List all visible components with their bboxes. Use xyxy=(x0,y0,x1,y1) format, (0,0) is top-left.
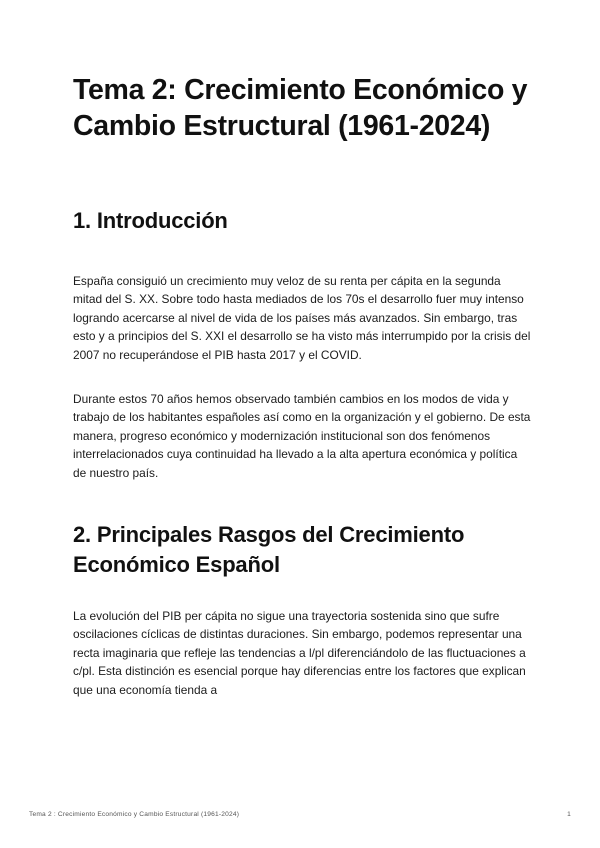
paragraph: España consiguió un crecimiento muy veloz de su renta per cápita en la segunda mitad del S. XX. Sobre todo hasta mediados de los 70s el desarrollo fuer muy intenso logrando acercarse al nivel de vida de los países más avanzados. Sin embargo, tras esto y a principios del S. XXI el desarrollo se ha visto más interrumpido por la crisis del 2007 no recuperándose el PIB hasta 2017 y el COVID. xyxy=(73,274,531,362)
page-footer xyxy=(29,811,571,823)
document-page xyxy=(73,72,533,699)
footer-page-number: 1 xyxy=(567,811,571,818)
document-title: Tema 2: Crecimiento Económico y Cambio Estructural (1961-2024) xyxy=(73,74,528,142)
section-heading-introduccion: 1. Introducción xyxy=(73,208,228,233)
paragraph: Durante estos 70 años hemos observado también cambios en los modos de vida y trabajo de los habitantes españoles así como en la organización y el gobierno. De esta manera, progreso económico y modernización institucional son dos fenómenos interrelacionados cuya continuidad ha llevado a la alta apertura económica y política de nuestro país. xyxy=(73,392,531,480)
paragraph: La evolución del PIB per cápita no sigue una trayectoria sostenida sino que sufre oscilaciones cíclicas de distintas duraciones. Sin embargo, podemos representar una recta imaginaria que refleje las tendencias a l/pl diferenciándolo de las fluctuaciones a c/pl. Esta distinción es esencial porque hay diferencias entre los factores que explican que una economía tienda a xyxy=(73,609,526,697)
section-heading-principales-rasgos: 2. Principales Rasgos del Crecimiento Económico Español xyxy=(73,522,465,578)
footer-running-title: Tema 2 : Crecimiento Económico y Cambio Estructural (1961-2024) xyxy=(29,811,240,818)
